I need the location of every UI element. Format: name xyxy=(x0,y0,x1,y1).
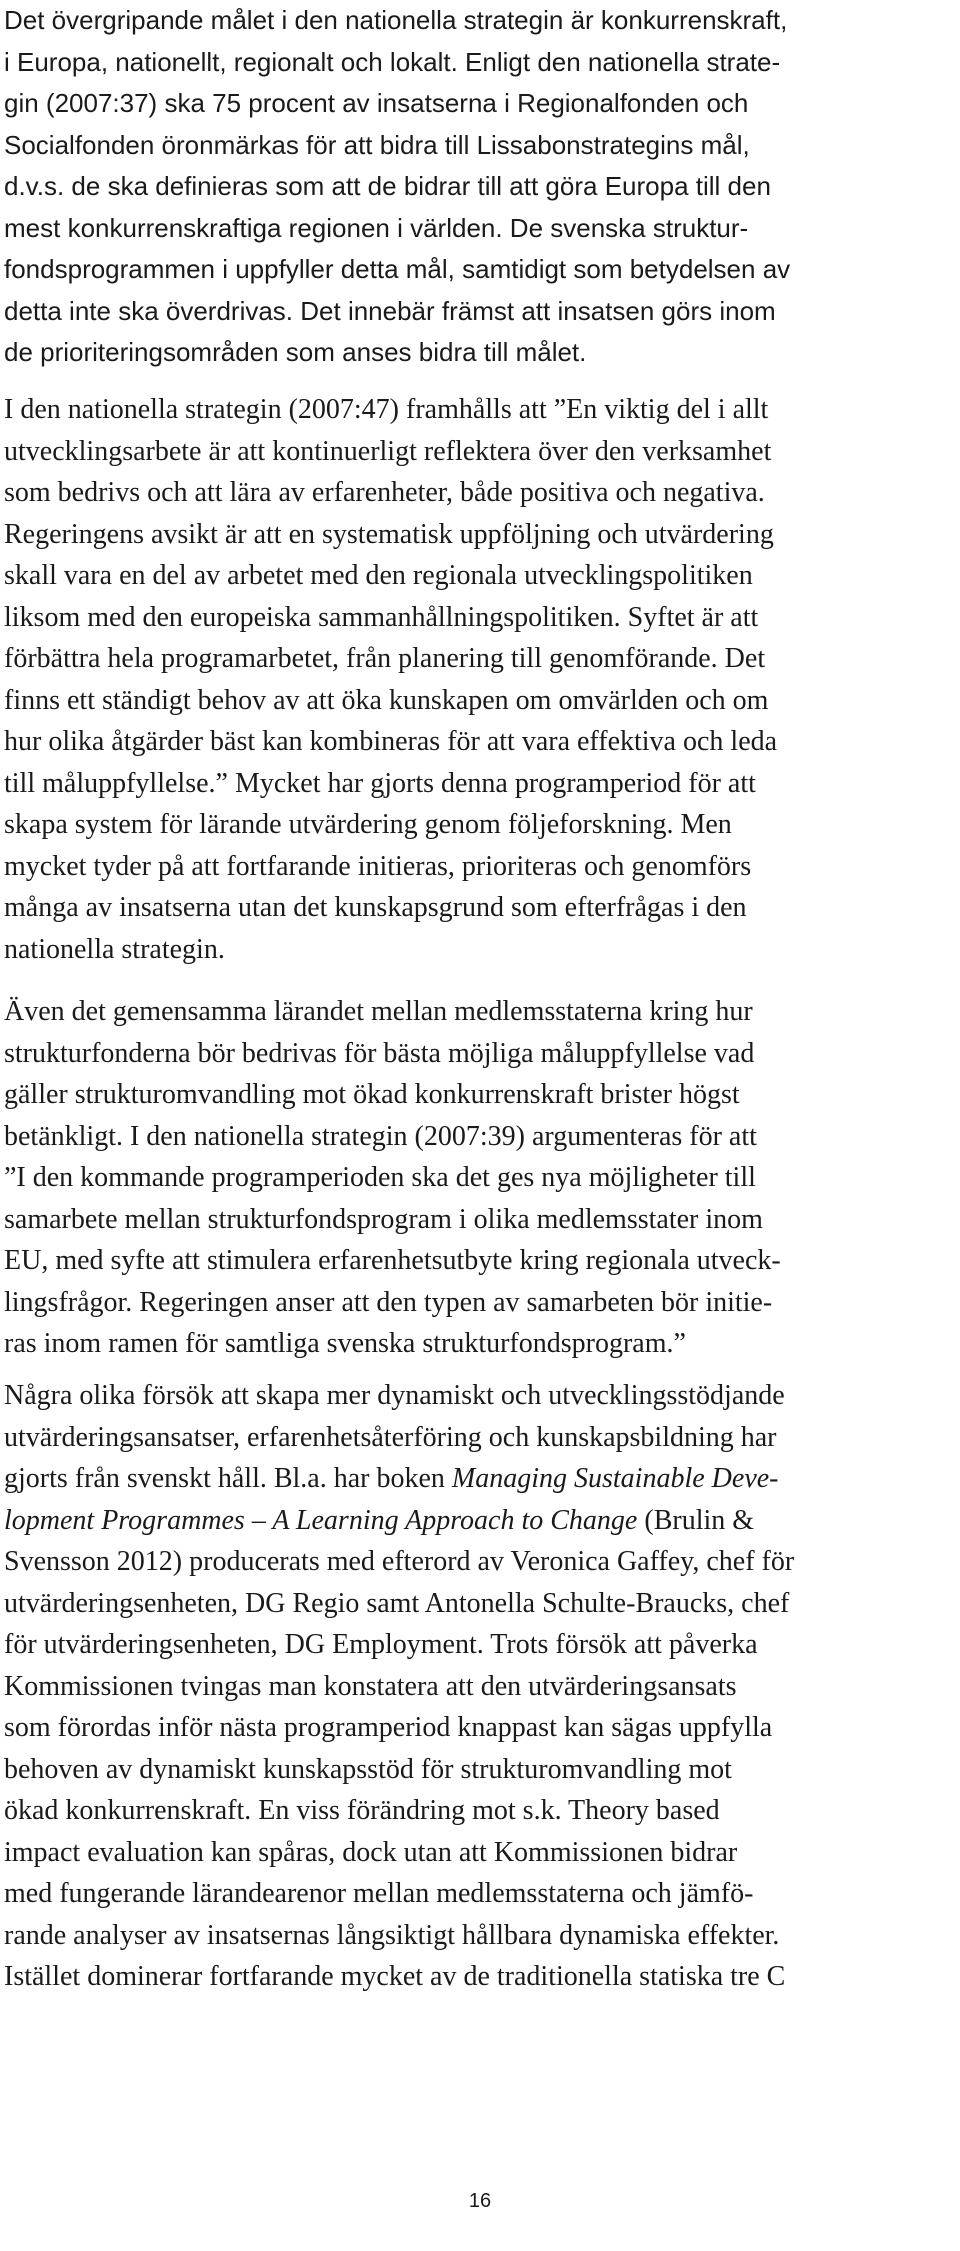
text-line: Istället dominerar fortfarande mycket av de traditionella statiska tre C xyxy=(4,1961,786,1992)
text-line: betänkligt. I den nationella strategin (2007:39) argumenteras för att xyxy=(4,1120,757,1152)
text-line: Kommissionen tvingas man konstatera att den utvärderingsansats xyxy=(4,1670,737,1702)
text-line: strukturfonderna bör bedrivas för bästa möjliga måluppfyllelse vad xyxy=(4,1037,755,1069)
paragraph-1 xyxy=(4,0,956,374)
text-line: Några olika försök att skapa mer dynamiskt och utvecklingsstödjande xyxy=(4,1380,785,1411)
text-line: utvärderingsenheten, DG Regio samt Antonella Schulte-Braucks, chef xyxy=(4,1587,790,1619)
text-line: detta inte ska överdrivas. Det innebär främst att insatsen görs inom xyxy=(4,295,776,326)
text-line: ras inom ramen för samtliga svenska strukturfondsprogram.” xyxy=(4,1328,686,1359)
text-line: skapa system för lärande utvärdering genom följeforskning. Men xyxy=(4,809,732,840)
text-line: i Europa, nationellt, regionalt och lokalt. Enligt den nationella strate- xyxy=(4,46,781,77)
paragraph-4 xyxy=(4,1375,956,1998)
text-line: till måluppfyllelse.” Mycket har gjorts denna programperiod för att xyxy=(4,767,756,799)
text-line: som bedrivs och att lära av erfarenheter, både positiva och negativa. xyxy=(4,477,765,508)
text-line: de prioriteringsområden som anses bidra till målet. xyxy=(4,337,587,367)
text-line: utvecklingsarbete är att kontinuerligt reflektera över den verksamhet xyxy=(4,435,772,467)
text-line: skall vara en del av arbetet med den regionala utvecklingspolitiken xyxy=(4,560,753,591)
text-line: lingsfrågor. Regeringen anser att den typen av samarbeten bör initie- xyxy=(4,1286,773,1318)
text-line: Regeringens avsikt är att en systematisk uppföljning och utvärdering xyxy=(4,518,774,550)
text-line: med fungerande lärandearenor mellan medlemsstaterna och jämfö- xyxy=(4,1878,754,1909)
text-line: ”I den kommande programperioden ska det ges nya möjligheter till xyxy=(4,1162,756,1193)
text-line: rande analyser av insatsernas långsiktigt hållbara dynamiska effekter. xyxy=(4,1919,780,1951)
text-line: liksom med den europeiska sammanhållningspolitiken. Syftet är att xyxy=(4,601,759,633)
text-line: mest konkurrenskraftiga regionen i världen. De svenska struktur- xyxy=(4,212,749,243)
text-line: behoven av dynamiskt kunskapsstöd för strukturomvandling mot xyxy=(4,1753,732,1785)
text-line: ökad konkurrenskraft. En viss förändring mot s.k. Theory based xyxy=(4,1795,720,1826)
page-number: 16 xyxy=(468,2190,492,2212)
text-line: många av insatserna utan det kunskapsgrund som efterfrågas i den xyxy=(4,892,747,923)
text-line: gin (2007:37) ska 75 procent av insatserna i Regionalfonden och xyxy=(4,88,749,118)
text-line: fondsprogrammen i uppfyller detta mål, samtidigt som betydelsen av xyxy=(4,254,791,284)
text-line-with-italic: gjorts från svenskt håll. Bl.a. har boken Managing Sustainable Deve- xyxy=(4,1463,779,1494)
text-line: Socialfonden öronmärkas för att bidra till Lissabonstrategins mål, xyxy=(4,129,750,160)
text-line: som förordas inför nästa programperiod knappast kan sägas uppfylla xyxy=(4,1712,773,1743)
text-line: EU, med syfte att stimulera erfarenhetsutbyte kring regionala utveck- xyxy=(4,1245,781,1276)
text-line: för utvärderingsenheten, DG Employment. Trots försök att påverka xyxy=(4,1629,758,1660)
paragraph-2 xyxy=(4,389,956,970)
text-line: mycket tyder på att fortfarande initieras, prioriteras och genomförs xyxy=(4,850,752,882)
text-line: d.v.s. de ska definieras som att de bidrar till att göra Europa till den xyxy=(4,171,771,201)
text-line: Även det gemensamma lärandet mellan medlemsstaterna kring hur xyxy=(4,996,753,1027)
text-line: förbättra hela programarbetet, från planering till genomförande. Det xyxy=(4,643,766,674)
text-line: finns ett ständigt behov av att öka kunskapen om omvärlden och om xyxy=(4,684,769,716)
text-line: Svensson 2012) producerats med efterord av Veronica Gaffey, chef för xyxy=(4,1546,795,1577)
text-line: nationella strategin. xyxy=(4,933,225,965)
text-line: samarbete mellan strukturfondsprogram i olika medlemsstater inom xyxy=(4,1203,763,1235)
text-line: impact evaluation kan spåras, dock utan att Kommissionen bidrar xyxy=(4,1836,738,1868)
text-line: I den nationella strategin (2007:47) framhålls att ”En viktig del i allt xyxy=(4,394,769,425)
text-line: utvärderingsansatser, erfarenhetsåterföring och kunskapsbildning har xyxy=(4,1421,777,1453)
text-line: gäller strukturomvandling mot ökad konkurrenskraft brister högst xyxy=(4,1079,740,1110)
text-line-with-italic: lopment Programmes – A Learning Approach to Change (Brulin & xyxy=(4,1504,755,1536)
text-line: hur olika åtgärder bäst kan kombineras för att vara effektiva och leda xyxy=(4,726,778,757)
text-line: Det övergripande målet i den nationella strategin är konkurrenskraft, xyxy=(4,5,788,35)
paragraph-3 xyxy=(4,991,956,1365)
